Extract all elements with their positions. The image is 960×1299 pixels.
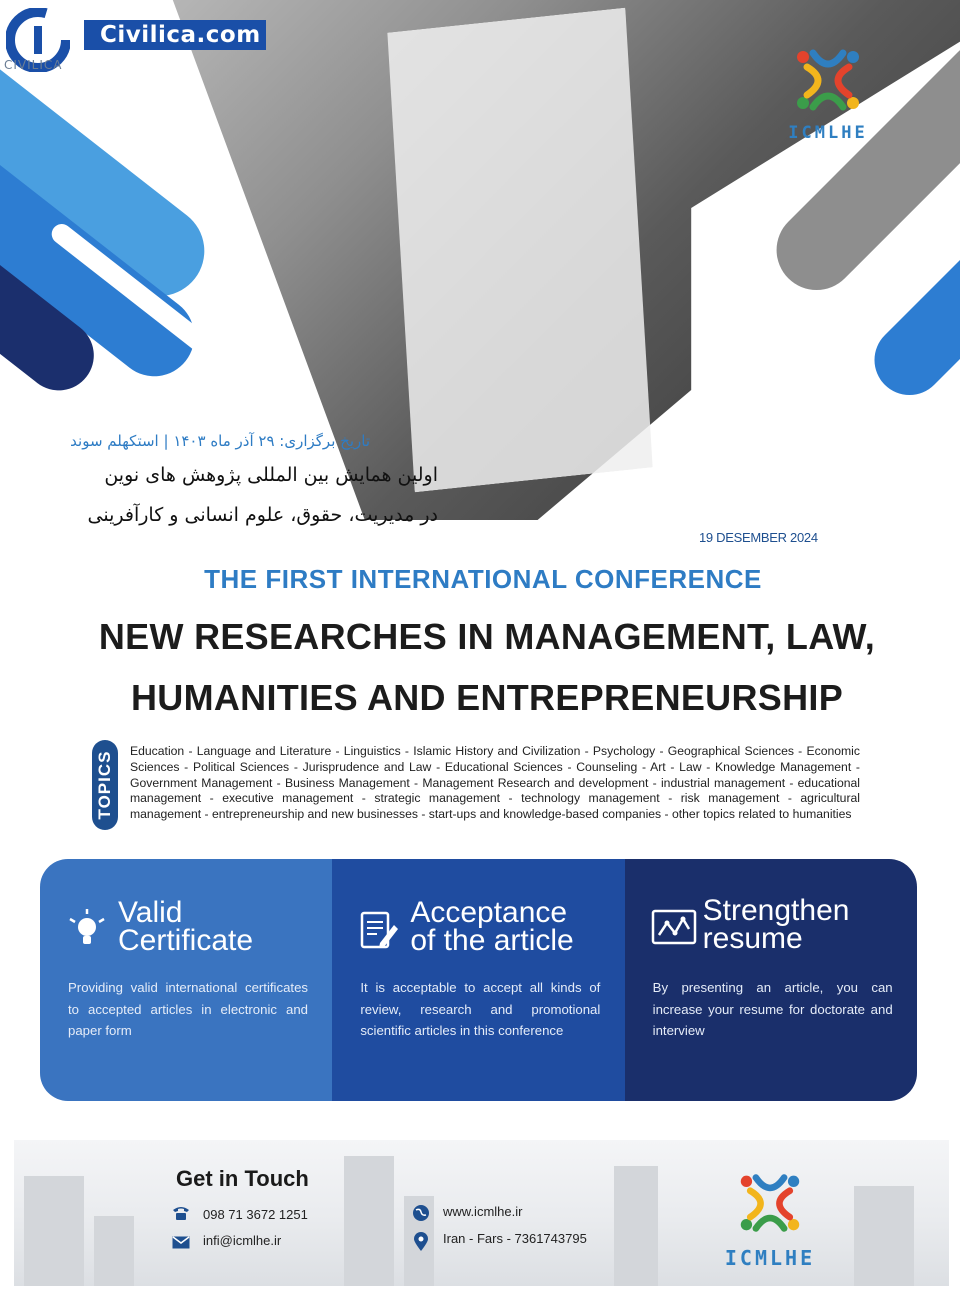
email-icon: [172, 1234, 190, 1252]
skyline-building: [614, 1166, 658, 1286]
contact-phone[interactable]: 098 71 3672 1251: [203, 1207, 308, 1222]
persian-title-line1: اولین همایش بین المللی پژوهش های نوین: [104, 464, 438, 486]
feature-title-certificate: [118, 896, 254, 957]
feature-title-line2: resume: [702, 922, 803, 955]
feature-card-resume: [625, 859, 917, 1101]
persian-date-line: تاریخ برگزاری: ۲۹ آذر ماه ۱۴۰۳ | استکهلم سوند: [70, 432, 370, 450]
contact-website[interactable]: www.icmlhe.ir: [443, 1204, 523, 1219]
topics-label: TOPICS: [95, 750, 114, 820]
feature-title-line2: of the article: [410, 924, 574, 957]
event-date: 19 DESEMBER 2024: [699, 530, 818, 545]
document-edit-icon: [358, 907, 400, 949]
feature-title-resume: [702, 894, 850, 955]
feature-text-acceptance: It is acceptable to accept all kinds of review, research and promotional scientific articles in this conference: [360, 980, 601, 1038]
skyline-building: [854, 1186, 914, 1286]
topics-tab: [92, 740, 118, 830]
icmlhe-logo-top: [785, 45, 871, 145]
feature-card-certificate: [40, 859, 332, 1101]
contact-address: Iran - Fars - 7361743795: [443, 1231, 587, 1246]
brand-name-bottom: ICMLHE: [724, 1246, 816, 1270]
feature-card-acceptance: [332, 859, 624, 1101]
icmlhe-logo-icon: [735, 1170, 805, 1236]
civilica-sub: CIVILICA: [4, 58, 63, 72]
persian-title-line2: در مدیریت، حقوق، علوم انسانی و کارآفرینی: [87, 504, 438, 526]
location-pin-icon: [413, 1232, 431, 1250]
skyline-building: [24, 1176, 84, 1286]
conference-title-line2: HUMANITIES AND ENTREPRENEURSHIP: [130, 677, 844, 718]
icmlhe-logo-icon: [791, 45, 865, 115]
feature-title-acceptance: [410, 896, 574, 957]
feature-title-line1: Valid: [118, 896, 183, 929]
icmlhe-logo-bottom: [718, 1170, 822, 1276]
features-panel: [40, 859, 917, 1101]
chart-board-icon: [651, 907, 693, 949]
skyline-building: [344, 1156, 394, 1286]
topics-text: Education - Language and Literature - Linguistics - Islamic History and Civilization - Psychology - Geographical Sciences - Economic Sciences - Political Sciences - Jurisprudence and Law - Educational Sciences - Counseling - Art - Law - Knowledge Management - Government Management - Business Management - Management Research and development - industrial management - educational management - executive management - strategic management - technology management - risk management - agricultural management - entrepreneurship and new businesses - start-ups and knowledge-based companies - other topics related to humanities: [130, 744, 860, 822]
photo-table-plans: [367, 8, 674, 493]
civilica-label[interactable]: Civilica.com: [84, 20, 266, 50]
feature-title-line1: Acceptance: [410, 896, 568, 929]
globe-icon: [412, 1204, 430, 1222]
brand-name-top: ICMLHE: [788, 123, 868, 143]
lightbulb-icon: [66, 907, 108, 949]
contact-email[interactable]: infi@icmlhe.ir: [203, 1233, 282, 1248]
get-in-touch-heading: Get in Touch: [176, 1166, 309, 1191]
conference-kicker: THE FIRST INTERNATIONAL CONFERENCE: [204, 564, 762, 594]
skyline-building: [94, 1216, 134, 1286]
feature-title-line2: Certificate: [118, 924, 254, 957]
conference-title-line1: NEW RESEARCHES IN MANAGEMENT, LAW,: [98, 616, 876, 657]
phone-icon: [172, 1205, 190, 1223]
feature-text-certificate: Providing valid international certificates to accepted articles in electronic and paper form: [68, 980, 308, 1038]
feature-text-resume: By presenting an article, you can increase your resume for doctorate and interview: [652, 980, 893, 1038]
feature-title-line1: Strengthen: [702, 894, 850, 927]
